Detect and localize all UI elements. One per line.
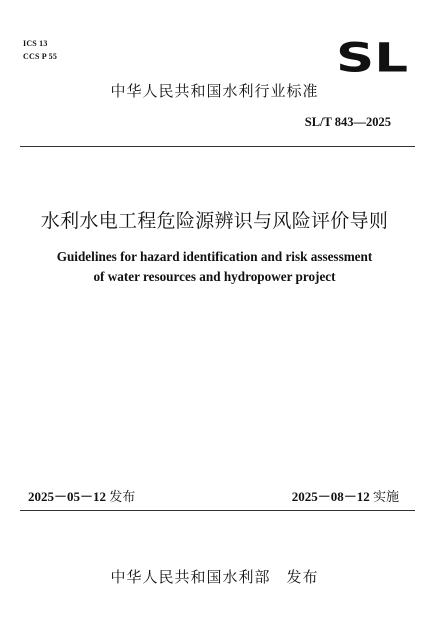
issuing-authority: 中华人民共和国水利部 发布 — [110, 568, 319, 586]
bottom-divider — [20, 510, 415, 511]
standard-category: 中华人民共和国水利行业标准 — [110, 82, 319, 100]
implement-date — [292, 486, 399, 505]
title-english-line-2: of water resources and hydropower project — [93, 269, 336, 284]
implement-label: 实施 — [372, 490, 399, 505]
issue-date — [28, 486, 135, 505]
issue-label: 发布 — [109, 490, 136, 505]
title-english-line-1: Guidelines for hazard identification and risk assessment — [56, 249, 373, 264]
title-english — [0, 247, 429, 287]
ics-code: ICS 13 — [23, 39, 48, 48]
issue-date-value: 2025－05－12 — [28, 489, 107, 504]
logo-text: SL — [336, 40, 408, 74]
ccs-code: CCS P 55 — [23, 52, 58, 61]
standard-number: SL/T 843—2025 — [304, 115, 391, 129]
title-chinese: 水利水电工程危险源辨识与风险评价导则 — [40, 210, 389, 232]
implement-date-value: 2025－08－12 — [291, 489, 370, 504]
top-divider — [20, 146, 415, 147]
sl-logo — [336, 40, 408, 74]
classification-codes — [23, 37, 57, 63]
